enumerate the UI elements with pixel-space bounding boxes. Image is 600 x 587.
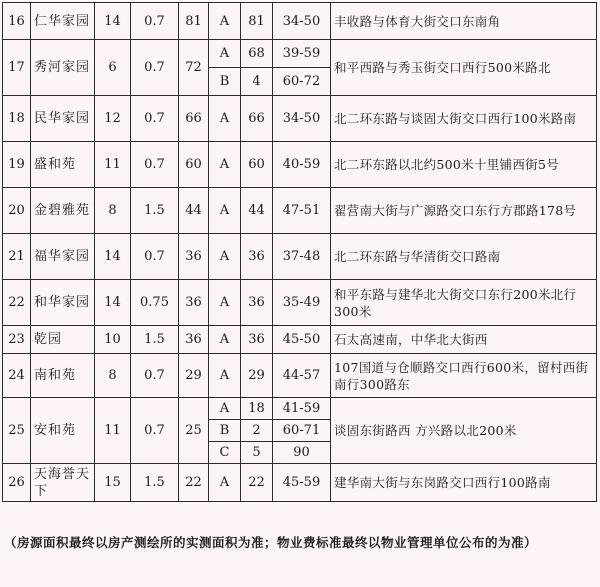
floor-count: 14 (95, 280, 131, 326)
floor-count: 12 (95, 96, 131, 142)
unit-type: A (209, 234, 241, 280)
total-units: 36 (179, 280, 209, 326)
unit-type: A (209, 464, 241, 502)
unit-area-range: 60-71 (273, 420, 331, 442)
unit-count: 81 (241, 3, 273, 40)
project-name: 福华家园 (31, 234, 95, 280)
floor-count: 14 (95, 3, 131, 40)
project-name: 盛和苑 (31, 142, 95, 188)
table-row (3, 40, 597, 68)
project-address: 107国道与仓顺路交口西行600米，留村西街南行300路东 (331, 354, 597, 398)
plot-ratio: 0.7 (131, 3, 179, 40)
total-units: 29 (179, 354, 209, 398)
unit-area-range: 37-48 (273, 234, 331, 280)
floor-count: 11 (95, 398, 131, 464)
table-row (3, 354, 597, 398)
unit-type: A (209, 142, 241, 188)
unit-type: A (209, 326, 241, 354)
floor-count: 15 (95, 464, 131, 502)
unit-count: 36 (241, 280, 273, 326)
project-name: 秀河家园 (31, 40, 95, 96)
total-units: 36 (179, 326, 209, 354)
project-address: 和平东路与建华北大街交口东行200米北行300米 (331, 280, 597, 326)
row-number: 20 (3, 188, 31, 234)
unit-count: 2 (241, 420, 273, 442)
row-number: 26 (3, 464, 31, 502)
unit-type: A (209, 96, 241, 142)
unit-type: A (209, 354, 241, 398)
plot-ratio: 0.75 (131, 280, 179, 326)
unit-area-range: 40-59 (273, 142, 331, 188)
project-address: 北二环东路与谈固大街交口西行100米路南 (331, 96, 597, 142)
total-units: 36 (179, 234, 209, 280)
table-row (3, 96, 597, 142)
unit-area-range: 41-59 (273, 398, 331, 420)
table-row (3, 142, 597, 188)
project-name: 和华家园 (31, 280, 95, 326)
unit-count: 36 (241, 234, 273, 280)
table-row (3, 280, 597, 326)
unit-area-range: 34-50 (273, 96, 331, 142)
unit-count: 4 (241, 68, 273, 96)
unit-type: A (209, 3, 241, 40)
total-units: 72 (179, 40, 209, 96)
total-units: 66 (179, 96, 209, 142)
unit-count: 29 (241, 354, 273, 398)
unit-type: B (209, 420, 241, 442)
project-name: 仁华家园 (31, 3, 95, 40)
unit-area-range: 47-51 (273, 188, 331, 234)
project-name: 乾园 (31, 326, 95, 354)
row-number: 16 (3, 3, 31, 40)
table-row (3, 188, 597, 234)
footnote: （房源面积最终以房产测绘所的实测面积为准；物业费标准最终以物业管理单位公布的为准） (4, 535, 538, 550)
unit-area-range: 34-50 (273, 3, 331, 40)
plot-ratio: 1.5 (131, 326, 179, 354)
row-number: 18 (3, 96, 31, 142)
unit-count: 60 (241, 142, 273, 188)
project-address: 谈固东街路西 方兴路以北200米 (331, 398, 597, 464)
unit-area-range: 90 (273, 442, 331, 464)
unit-area-range: 45-50 (273, 326, 331, 354)
plot-ratio: 1.5 (131, 188, 179, 234)
unit-type: A (209, 188, 241, 234)
table-body (3, 3, 597, 502)
housing-table (2, 2, 597, 502)
unit-count: 36 (241, 326, 273, 354)
floor-count: 11 (95, 142, 131, 188)
floor-count: 6 (95, 40, 131, 96)
floor-count: 10 (95, 326, 131, 354)
project-address: 北二环东路以北约500米十里铺西街5号 (331, 142, 597, 188)
plot-ratio: 0.7 (131, 142, 179, 188)
table-row (3, 398, 597, 420)
project-address: 翟营南大街与广源路交口东行方郡路178号 (331, 188, 597, 234)
total-units: 81 (179, 3, 209, 40)
unit-area-range: 45-59 (273, 464, 331, 502)
project-name: 南和苑 (31, 354, 95, 398)
project-address: 石太高速南，中华北大街西 (331, 326, 597, 354)
table-row (3, 3, 597, 40)
unit-count: 5 (241, 442, 273, 464)
project-name: 民华家园 (31, 96, 95, 142)
row-number: 24 (3, 354, 31, 398)
plot-ratio: 0.7 (131, 40, 179, 96)
unit-count: 68 (241, 40, 273, 68)
total-units: 60 (179, 142, 209, 188)
row-number: 23 (3, 326, 31, 354)
unit-type: C (209, 442, 241, 464)
unit-type: A (209, 398, 241, 420)
plot-ratio: 0.7 (131, 96, 179, 142)
project-address: 和平西路与秀玉街交口西行500米路北 (331, 40, 597, 96)
total-units: 44 (179, 188, 209, 234)
project-name: 金碧雅苑 (31, 188, 95, 234)
unit-type: B (209, 68, 241, 96)
project-address: 丰收路与体育大街交口东南角 (331, 3, 597, 40)
total-units: 22 (179, 464, 209, 502)
unit-type: A (209, 40, 241, 68)
table-row (3, 326, 597, 354)
row-number: 21 (3, 234, 31, 280)
unit-count: 22 (241, 464, 273, 502)
unit-type: A (209, 280, 241, 326)
unit-area-range: 39-59 (273, 40, 331, 68)
row-number: 19 (3, 142, 31, 188)
unit-count: 44 (241, 188, 273, 234)
unit-area-range: 60-72 (273, 68, 331, 96)
floor-count: 14 (95, 234, 131, 280)
floor-count: 8 (95, 354, 131, 398)
project-address: 北二环东路与华清街交口路南 (331, 234, 597, 280)
plot-ratio: 1.5 (131, 464, 179, 502)
row-number: 25 (3, 398, 31, 464)
unit-area-range: 35-49 (273, 280, 331, 326)
unit-area-range: 44-57 (273, 354, 331, 398)
project-name: 安和苑 (31, 398, 95, 464)
unit-count: 18 (241, 398, 273, 420)
floor-count: 8 (95, 188, 131, 234)
plot-ratio: 0.7 (131, 354, 179, 398)
project-name: 天海誉天下 (31, 464, 95, 502)
project-address: 建华南大街与东岗路交口西行100路南 (331, 464, 597, 502)
total-units: 25 (179, 398, 209, 464)
table-row (3, 464, 597, 502)
unit-count: 66 (241, 96, 273, 142)
table-row (3, 234, 597, 280)
row-number: 22 (3, 280, 31, 326)
plot-ratio: 0.7 (131, 234, 179, 280)
plot-ratio: 0.7 (131, 398, 179, 464)
row-number: 17 (3, 40, 31, 96)
